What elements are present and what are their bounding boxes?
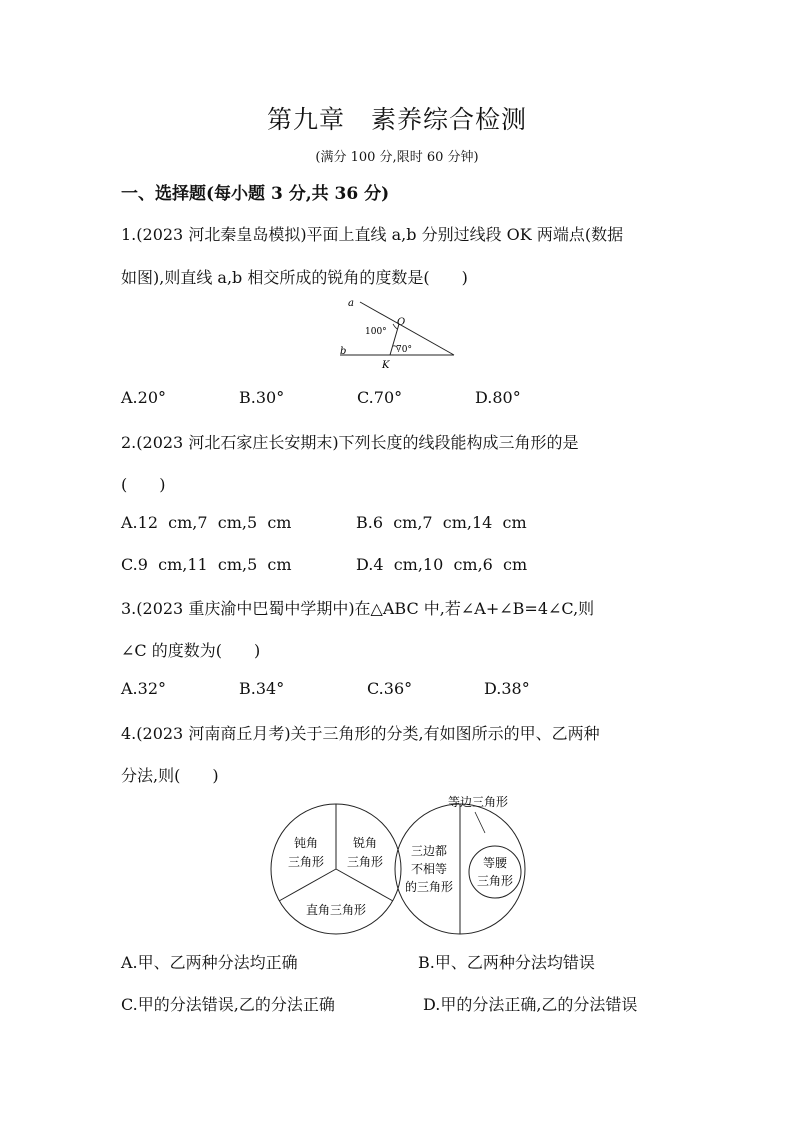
q1-option-d[interactable]: D.80° [475,388,521,407]
right-label-scalene-3: 的三角形 [404,880,454,894]
q3-option-d[interactable]: D.38° [484,679,530,698]
question-1-line1: 1.(2023 河北秦皇岛模拟)平面上直线 a,b 分别过线段 OK 两端点(数据 [121,225,624,244]
question-4-line2: 分法,则( ) [121,766,219,785]
right-label-isosceles-1: 等腰 [482,856,508,870]
label-a: a [348,298,354,309]
question-3-line2: ∠C 的度数为( ) [121,641,261,660]
right-label-scalene-1: 三边都 [410,844,448,858]
question-4-figure [268,790,528,940]
page-title: 第九章 素养综合检测 [266,105,527,134]
right-label-equilateral: 等边三角形 [447,795,509,809]
q4-option-a[interactable]: A.甲、乙两种分法均正确 [121,953,298,972]
q1-option-a[interactable]: A.20° [121,388,166,407]
left-divider-lower-left [279,869,336,901]
question-2-line2: ( ) [121,475,166,494]
q1-option-b[interactable]: B.30° [239,388,285,407]
angle-o-label: 100° [365,327,387,337]
question-4-line1: 4.(2023 河南商丘月考)关于三角形的分类,有如图所示的甲、乙两种 [121,724,600,743]
q4-option-b[interactable]: B.甲、乙两种分法均错误 [418,953,595,972]
section-heading: 一、选择题(每小题 3 分,共 36 分) [121,184,390,204]
q3-option-a[interactable]: A.32° [121,679,166,698]
left-divider-lower-right [336,869,393,901]
q2-option-b[interactable]: B.6 cm,7 cm,14 cm [356,513,527,532]
question-3-line1: 3.(2023 重庆渝中巴蜀中学期中)在△ABC 中,若∠A+∠B=4∠C,则 [121,599,595,618]
label-k: K [382,360,390,371]
label-b: b [340,346,347,357]
question-1-line2: 如图),则直线 a,b 相交所成的锐角的度数是( ) [121,268,468,287]
right-label-scalene-2: 不相等 [410,862,448,876]
question-2-line1: 2.(2023 河北石家庄长安期末)下列长度的线段能构成三角形的是 [121,433,579,452]
left-label-obtuse-2: 三角形 [287,855,325,869]
left-label-obtuse-1: 钝角 [293,836,319,850]
equilateral-pointer [475,812,485,833]
left-label-acute-2: 三角形 [346,855,384,869]
right-label-isosceles-2: 三角形 [476,874,514,888]
angle-k-label: 70° [396,345,412,355]
label-o: O [397,317,406,328]
question-1-figure [330,294,470,374]
left-label-acute-1: 锐角 [352,836,378,850]
q2-option-c[interactable]: C.9 cm,11 cm,5 cm [121,555,292,574]
right-inner-circle [469,846,521,898]
q3-option-c[interactable]: C.36° [367,679,413,698]
q2-option-a[interactable]: A.12 cm,7 cm,5 cm [121,513,292,532]
q3-option-b[interactable]: B.34° [239,679,285,698]
left-label-right: 直角三角形 [305,903,367,917]
page-subtitle: (满分 100 分,限时 60 分钟) [315,150,479,165]
q4-option-c[interactable]: C.甲的分法错误,乙的分法正确 [121,995,335,1014]
q4-option-d[interactable]: D.甲的分法正确,乙的分法错误 [423,995,638,1014]
q1-option-c[interactable]: C.70° [357,388,403,407]
q2-option-d[interactable]: D.4 cm,10 cm,6 cm [356,555,528,574]
